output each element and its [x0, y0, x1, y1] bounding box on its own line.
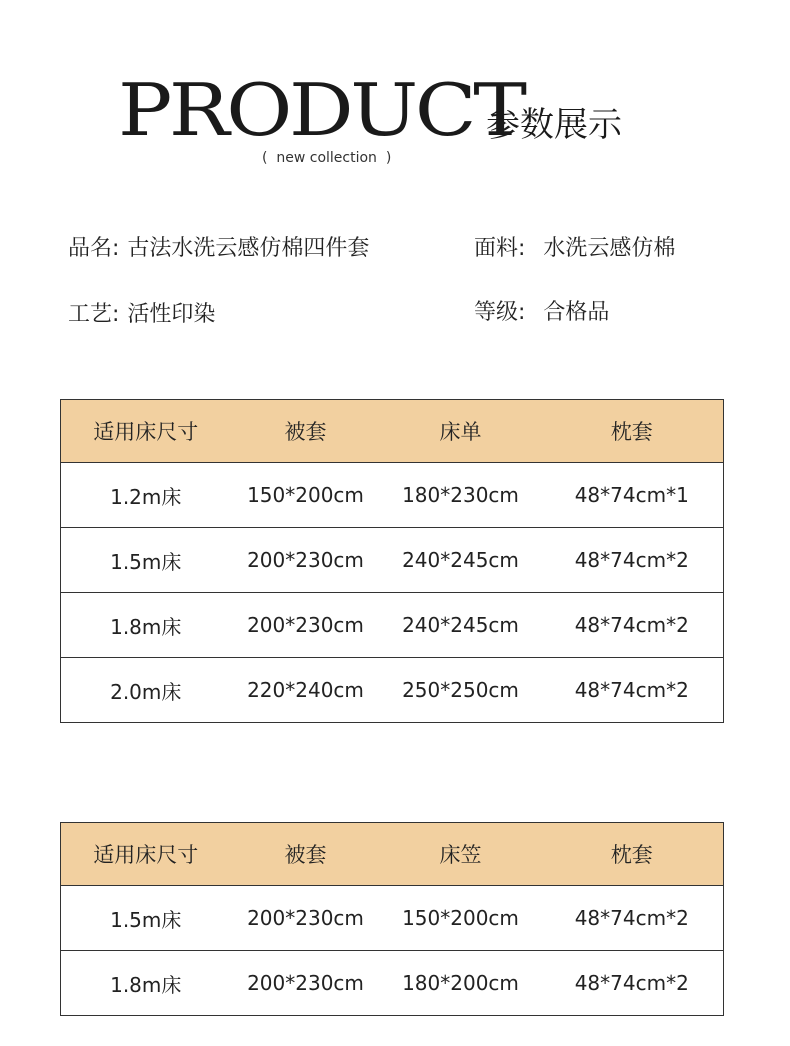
size-table-1: [60, 399, 724, 723]
cell-pillowcase: 48*74cm*1: [541, 463, 724, 528]
info-grade-label: 等级:: [474, 300, 526, 325]
collection-subtitle: ( new collection ): [262, 150, 392, 166]
cell-fitted-sheet: 180*200cm: [381, 951, 541, 1016]
header-pillowcase: 枕套: [541, 823, 724, 886]
info-craft-value: 活性印染: [127, 302, 216, 327]
header-fitted-sheet: 床笠: [381, 823, 541, 886]
info-craft: [68, 304, 215, 326]
info-name: [68, 238, 369, 260]
cell-bed-sheet: 250*250cm: [381, 658, 541, 723]
cell-pillowcase: 48*74cm*2: [541, 658, 724, 723]
product-title-cn: 参数展示: [486, 105, 622, 145]
table-header-row: [61, 400, 724, 463]
cell-fitted-sheet: 150*200cm: [381, 886, 541, 951]
product-title: PRODUCT: [118, 68, 524, 152]
info-grade: [474, 302, 609, 324]
header-bed-sheet: 床单: [381, 400, 541, 463]
cell-bed-size: 1.8m床: [61, 951, 231, 1016]
table-row: [61, 658, 724, 723]
info-fabric: [474, 238, 675, 260]
table-row: [61, 528, 724, 593]
header-bed-size: 适用床尺寸: [61, 823, 231, 886]
info-craft-label: 工艺:: [68, 302, 120, 327]
cell-pillowcase: 48*74cm*2: [541, 528, 724, 593]
cell-duvet-cover: 200*230cm: [231, 528, 381, 593]
header-pillowcase: 枕套: [541, 400, 724, 463]
info-fabric-value: 水洗云感仿棉: [543, 236, 676, 261]
table-row: [61, 463, 724, 528]
cell-pillowcase: 48*74cm*2: [541, 593, 724, 658]
table-row: [61, 886, 724, 951]
cell-duvet-cover: 200*230cm: [231, 886, 381, 951]
cell-pillowcase: 48*74cm*2: [541, 951, 724, 1016]
cell-bed-size: 1.2m床: [61, 463, 231, 528]
cell-duvet-cover: 200*230cm: [231, 951, 381, 1016]
table-header-row: [61, 823, 724, 886]
header-duvet-cover: 被套: [231, 823, 381, 886]
cell-bed-size: 1.5m床: [61, 886, 231, 951]
cell-bed-size: 1.8m床: [61, 593, 231, 658]
cell-duvet-cover: 220*240cm: [231, 658, 381, 723]
info-name-label: 品名:: [68, 236, 120, 261]
cell-duvet-cover: 150*200cm: [231, 463, 381, 528]
table-row: [61, 593, 724, 658]
cell-bed-sheet: 240*245cm: [381, 593, 541, 658]
table-row: [61, 951, 724, 1016]
cell-bed-sheet: 240*245cm: [381, 528, 541, 593]
cell-bed-size: 2.0m床: [61, 658, 231, 723]
header-bed-size: 适用床尺寸: [61, 400, 231, 463]
header-duvet-cover: 被套: [231, 400, 381, 463]
info-fabric-label: 面料:: [474, 236, 526, 261]
info-grade-value: 合格品: [543, 300, 610, 325]
cell-duvet-cover: 200*230cm: [231, 593, 381, 658]
size-table-2: [60, 822, 724, 1016]
cell-bed-sheet: 180*230cm: [381, 463, 541, 528]
info-name-value: 古法水洗云感仿棉四件套: [127, 236, 370, 261]
cell-bed-size: 1.5m床: [61, 528, 231, 593]
cell-pillowcase: 48*74cm*2: [541, 886, 724, 951]
